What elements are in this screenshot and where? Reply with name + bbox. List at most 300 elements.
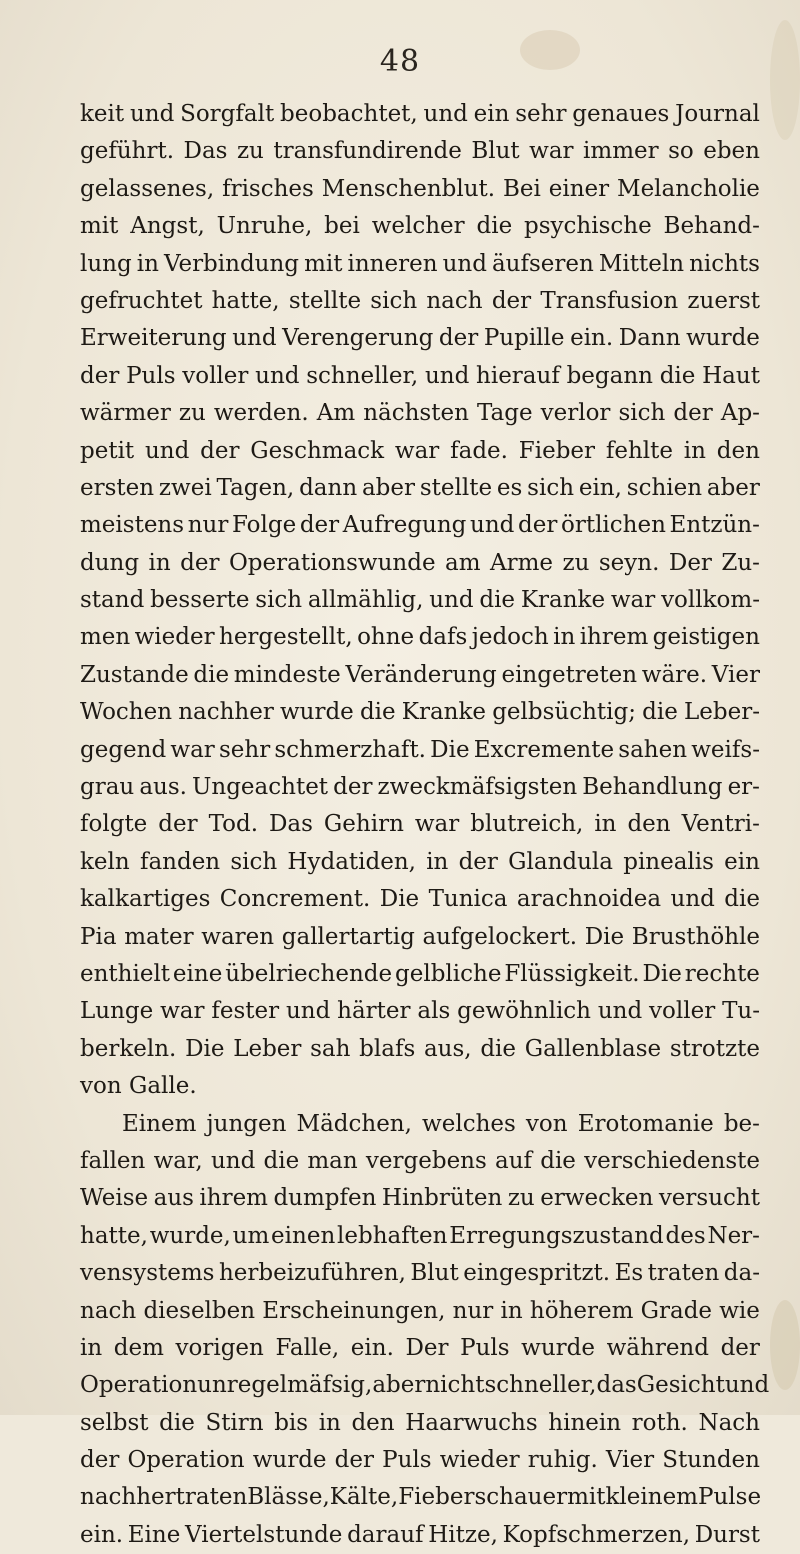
word: die [159, 1409, 195, 1436]
word: war [160, 998, 205, 1025]
word: Gehirn [323, 811, 404, 838]
word: Mitteln [598, 250, 685, 277]
text-line [80, 1293, 760, 1330]
word: beobachtet, [280, 101, 418, 127]
word: enthielt [80, 960, 171, 987]
word: zu [562, 549, 590, 576]
word: Es [614, 1260, 644, 1287]
word: einer [548, 175, 610, 202]
word: wurde [521, 1334, 596, 1361]
word: Glandula [508, 848, 613, 875]
text-line [80, 657, 760, 694]
word: Ap- [720, 400, 760, 427]
word: gelbsüchtig; [492, 699, 636, 726]
word: Transfusion [540, 287, 679, 314]
word: schien [626, 474, 703, 501]
word: in [318, 1409, 341, 1436]
word: Vier [605, 1447, 655, 1474]
word: Sorgfalt [180, 101, 275, 127]
word: Das [268, 811, 313, 838]
word: dumpfen [273, 1185, 377, 1212]
word: erwecken [540, 1185, 654, 1212]
word: der [491, 287, 532, 314]
word: stellte [419, 474, 493, 501]
word: Zustande [80, 661, 189, 688]
word: sich [370, 287, 418, 314]
word: berkeln. [80, 1035, 177, 1062]
word: frisches [222, 175, 314, 202]
word: den [627, 811, 671, 838]
word: Dann [618, 325, 681, 352]
word: werden. [213, 400, 309, 427]
word: meistens [80, 512, 185, 539]
word: Kranke [401, 699, 487, 726]
word: dieselben [143, 1297, 256, 1324]
word: und [144, 437, 190, 464]
word: Tu- [722, 998, 760, 1025]
word: Am [316, 400, 356, 427]
word: hierauf [476, 362, 560, 389]
word: geführt. [80, 138, 175, 165]
word: der [720, 1334, 760, 1361]
word: aus, [423, 1035, 472, 1062]
word: Kranke [520, 587, 606, 614]
word: Die [185, 1035, 225, 1062]
word: sahen [618, 736, 688, 763]
text-line [80, 133, 760, 170]
word: wurde [279, 699, 354, 726]
word: allmählig, [307, 587, 424, 614]
word: lung [80, 250, 132, 277]
word: vollkom- [661, 587, 760, 614]
text-line [80, 732, 760, 769]
word: traten [175, 1484, 248, 1511]
word: selbst [80, 1409, 149, 1436]
word: und [442, 250, 487, 277]
word: sehr [218, 736, 271, 763]
word: wieder [134, 624, 215, 651]
word: und [670, 886, 715, 913]
word: voller [649, 998, 716, 1025]
word: aufgelockert. [422, 923, 578, 950]
word: nachher [80, 1484, 176, 1511]
word: die [724, 886, 760, 913]
word: ein. [350, 1334, 394, 1361]
word: Die [430, 736, 470, 763]
word: der [80, 362, 120, 389]
word: die [540, 1147, 576, 1174]
word: Eine [127, 1521, 181, 1548]
word: Tunica [428, 886, 508, 913]
word: der [438, 325, 479, 352]
word: Folge [231, 512, 297, 539]
word: in [148, 549, 171, 576]
word: vensystems [80, 1260, 215, 1287]
text-line [80, 171, 760, 208]
word: Die [584, 923, 625, 950]
word: nach [426, 287, 483, 314]
word: Haut [702, 362, 760, 389]
word: mit [80, 213, 119, 240]
text-line [80, 993, 760, 1030]
word: Leber- [683, 699, 760, 726]
word: Die [379, 886, 420, 913]
text-line [80, 1479, 760, 1516]
text-line [80, 881, 760, 918]
word: immer [583, 138, 659, 165]
word: man [307, 1147, 358, 1174]
word: keit [80, 101, 125, 127]
text-line [80, 320, 760, 357]
word: psychische [524, 213, 652, 240]
word: wieder [439, 1447, 520, 1474]
word: war [610, 587, 656, 614]
word: ein [473, 101, 510, 127]
text-line [80, 956, 760, 993]
paper-stain [770, 20, 800, 140]
word: Gesicht [636, 1372, 725, 1399]
word: weifs- [691, 736, 760, 763]
word: schmerzhaft. [274, 736, 426, 763]
text-line [80, 582, 760, 619]
word: kalkartiges [80, 886, 211, 913]
word: mindeste [233, 661, 341, 688]
word: härter [337, 998, 411, 1025]
word: um [232, 1222, 270, 1249]
text-line [80, 694, 760, 731]
text-line [80, 1031, 760, 1068]
word: war [170, 736, 215, 763]
word: bei [324, 213, 360, 240]
word: den [351, 1409, 395, 1436]
word: es [496, 474, 523, 501]
word: und [424, 362, 470, 389]
word: besserte [150, 587, 250, 614]
word: der [299, 512, 340, 539]
word: ersten [80, 474, 155, 501]
word: aber [706, 474, 760, 501]
word: einen [271, 1222, 336, 1249]
word: Durst [694, 1521, 760, 1548]
word: ruhig. [527, 1447, 598, 1474]
word: Die [642, 960, 682, 987]
word: Blässe, [247, 1484, 330, 1511]
word: Verbindung [163, 250, 300, 277]
word: Leber [233, 1035, 302, 1062]
word: nicht [425, 1372, 485, 1399]
word: zu [507, 1185, 535, 1212]
word: nach [80, 1297, 137, 1324]
word: dafs [418, 624, 468, 651]
word: nur [187, 512, 229, 539]
word: Behand- [663, 213, 760, 240]
word: fallen [80, 1147, 146, 1174]
word: grau [80, 774, 135, 801]
word: ein. [80, 1521, 124, 1548]
word: äufseren [491, 250, 594, 277]
word: so [668, 138, 694, 165]
word: Geschmack [250, 437, 385, 464]
word: aber [361, 474, 416, 501]
word: zwei [158, 474, 212, 501]
word: wäre. [641, 661, 708, 688]
word: Angst, [130, 213, 205, 240]
word: verschiedenste [584, 1147, 760, 1174]
word: vorigen [175, 1334, 264, 1361]
word: vergebens [365, 1147, 487, 1174]
word: Ventri- [681, 811, 760, 838]
text-line [80, 1330, 760, 1367]
word: in [594, 811, 617, 838]
word: die [359, 699, 396, 726]
word: dann [299, 474, 358, 501]
word: nichts [689, 250, 760, 277]
word: aus [153, 1185, 194, 1212]
word: die [263, 1147, 300, 1174]
word: Operation [80, 1372, 198, 1399]
word: Grade [640, 1297, 713, 1324]
word: Tage [476, 400, 533, 427]
word: eingetreten [501, 661, 638, 688]
word: Verengerung [282, 325, 434, 352]
word: war [414, 811, 460, 838]
word: da- [723, 1260, 760, 1287]
word: Fieberschauer [398, 1484, 568, 1511]
word: dem [113, 1334, 164, 1361]
text-line: von Galle. [80, 1073, 197, 1100]
word: und [597, 998, 643, 1025]
word: zweckmäfsigsten [377, 774, 578, 801]
word: gelbliche [395, 960, 502, 987]
word: der [158, 811, 198, 838]
word: und [285, 998, 331, 1025]
word: Veränderung [345, 661, 497, 688]
word: traten [647, 1260, 720, 1287]
word: dung [80, 549, 140, 576]
word: ein, [578, 474, 622, 501]
word: Nach [698, 1409, 760, 1436]
word: transfundirende [273, 138, 462, 165]
word: in [426, 848, 449, 875]
word: men [80, 624, 131, 651]
word: Brusthöhle [631, 923, 760, 950]
word: keln [80, 848, 130, 875]
word: arachnoidea [516, 886, 662, 913]
word: Entzün- [669, 512, 760, 539]
text-line [80, 395, 760, 432]
text-line [80, 545, 760, 582]
word: Bei [502, 175, 541, 202]
word: der [180, 549, 220, 576]
word: hatte, [211, 287, 280, 314]
word: ihrem [199, 1185, 268, 1212]
word: war [394, 437, 440, 464]
word: mit [567, 1484, 606, 1511]
word: eingespritzt. [463, 1260, 611, 1287]
text-line [80, 1442, 760, 1479]
text-line [80, 208, 760, 245]
word: gefruchtet [80, 287, 203, 314]
word: fanden [139, 848, 221, 875]
word: die [659, 362, 696, 389]
text-line [80, 358, 760, 395]
word: eine [172, 960, 223, 987]
paper-stain [770, 1300, 800, 1390]
word: folgte [80, 811, 148, 838]
text-line [80, 507, 760, 544]
word: nachher [178, 699, 274, 726]
word: waren [201, 923, 275, 950]
word: am [445, 549, 481, 576]
word: aus. [139, 774, 187, 801]
text-line [80, 619, 760, 656]
word: Hydatiden, [287, 848, 416, 875]
word: Einem [122, 1110, 197, 1137]
word: in [136, 250, 159, 277]
text-line [80, 1517, 760, 1554]
word: Hitze, [428, 1521, 498, 1548]
word: wurde [252, 1447, 327, 1474]
text-line [80, 96, 760, 133]
word: Behandlung [582, 774, 723, 801]
word: Operation [127, 1447, 245, 1474]
word: Erscheinungen, [262, 1297, 446, 1324]
word: und [255, 362, 300, 389]
word: Stirn [205, 1409, 264, 1436]
word: war [529, 138, 574, 165]
word: stand [80, 587, 145, 614]
word: in [683, 437, 706, 464]
word: sich [527, 474, 575, 501]
word: ein. [570, 325, 614, 352]
word: hinein [548, 1409, 622, 1436]
word: strotzte [669, 1035, 760, 1062]
word: und [470, 512, 515, 539]
word: während [606, 1334, 709, 1361]
word: wärmer [80, 400, 171, 427]
word: Excremente [473, 736, 615, 763]
word: sich [255, 587, 303, 614]
word: sich [230, 848, 278, 875]
word: Erregungszustand [449, 1222, 664, 1249]
word: zuerst [687, 287, 760, 314]
word: nur [452, 1297, 494, 1324]
word: gelassenes, [80, 175, 215, 202]
word: örtlichen [560, 512, 666, 539]
word: die [193, 661, 230, 688]
word: Pulse [698, 1484, 762, 1511]
word: genaues [572, 101, 670, 127]
word: aber [372, 1372, 426, 1399]
word: war, [153, 1147, 203, 1174]
word: inneren [347, 250, 438, 277]
word: in [80, 1334, 103, 1361]
word: Das [183, 138, 228, 165]
word: wurde, [149, 1222, 231, 1249]
word: gallertartig [281, 923, 415, 950]
word: der [458, 848, 498, 875]
word: eben [703, 138, 760, 165]
word: schneller, [484, 1372, 597, 1399]
word: begann [566, 362, 653, 389]
word: Pupille [483, 325, 565, 352]
word: die [479, 587, 516, 614]
word: Ner- [707, 1222, 760, 1249]
word: Pia [80, 923, 117, 950]
word: Der [668, 549, 712, 576]
text-line [80, 806, 760, 843]
word: Blut [471, 138, 520, 165]
word: mater [124, 923, 194, 950]
word: der [200, 437, 240, 464]
word: Stunden [662, 1447, 760, 1474]
word: Tagen, [216, 474, 295, 501]
word: und [724, 1372, 770, 1399]
word: die [476, 213, 513, 240]
word: jungen [206, 1110, 287, 1137]
text-line [80, 433, 760, 470]
word: Lunge [80, 998, 154, 1025]
word: und [429, 587, 474, 614]
word: fade. [450, 437, 508, 464]
word: unregelmäfsig, [197, 1372, 373, 1399]
word: jedoch [471, 624, 549, 651]
word: Tod. [208, 811, 259, 838]
word: der [673, 400, 713, 427]
word: von [525, 1110, 568, 1137]
word: schneller, [306, 362, 419, 389]
body-text [80, 96, 770, 1554]
word: be- [723, 1110, 760, 1137]
word: welches [422, 1110, 516, 1137]
word: Kälte, [329, 1484, 399, 1511]
page-number: 48 [379, 44, 421, 79]
word: fester [211, 998, 280, 1025]
text-line [80, 1255, 760, 1292]
word: wie [719, 1297, 760, 1324]
word: und [129, 101, 175, 127]
word: hatte, [80, 1222, 148, 1249]
word: er- [727, 774, 760, 801]
word: darauf [347, 1521, 424, 1548]
word: höherem [529, 1297, 634, 1324]
word: und [232, 325, 277, 352]
word: welcher [371, 213, 465, 240]
word: bis [274, 1409, 309, 1436]
word: nächsten [363, 400, 469, 427]
word: Erweiterung [80, 325, 227, 352]
word: die [642, 699, 678, 726]
word: Arme [490, 549, 554, 576]
word: Falle, [275, 1334, 340, 1361]
word: lebhaften [337, 1222, 448, 1249]
text-line [80, 1143, 760, 1180]
word: Aufregung [342, 512, 467, 539]
word: herbeizuführen, [218, 1260, 406, 1287]
text-line [80, 1367, 770, 1404]
word: Operationswunde [228, 549, 436, 576]
word: Flüssigkeit. [504, 960, 640, 987]
word: Concrement. [219, 886, 371, 913]
word: Menschenblut. [321, 175, 496, 202]
word: übelriechende [225, 960, 393, 987]
word: pinealis [623, 848, 714, 875]
word: seyn. [598, 549, 660, 576]
word: auf [494, 1147, 533, 1174]
word: sah [310, 1035, 351, 1062]
word: verlor [540, 400, 611, 427]
word: petit [80, 437, 135, 464]
